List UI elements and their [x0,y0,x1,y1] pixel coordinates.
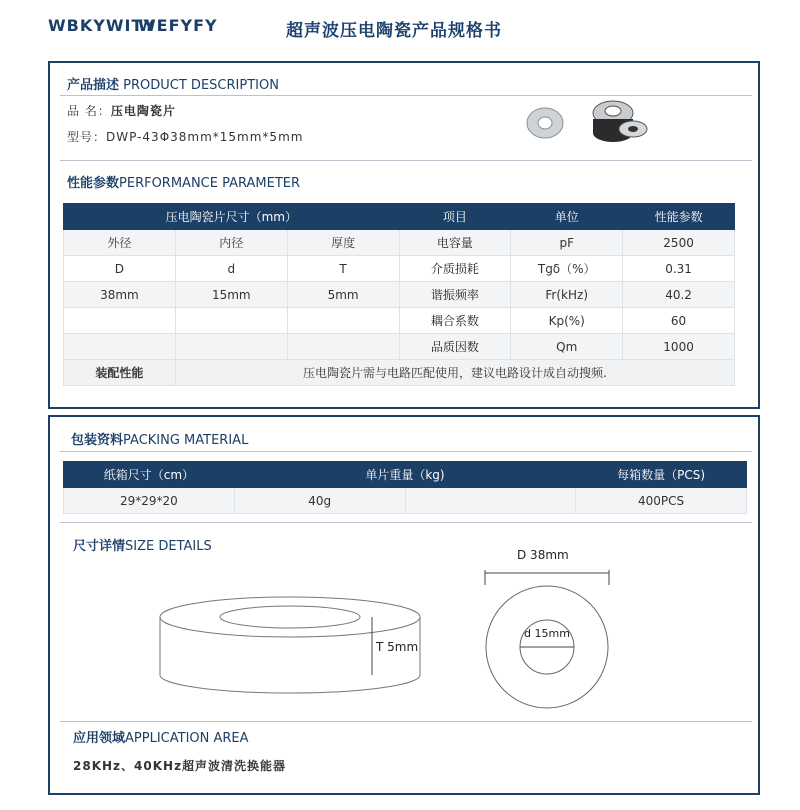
table-cell [175,308,287,334]
table-cell: 0.31 [623,256,735,282]
table-cell: 60 [623,308,735,334]
page-title: 超声波压电陶瓷产品规格书 [286,21,502,41]
product-description-heading: 产品描述 PRODUCT DESCRIPTION [67,78,279,93]
table-cell: 38mm [64,282,176,308]
table-cell: D [64,256,176,282]
table-cell: 1000 [623,334,735,360]
header-unit: 单位 [511,204,623,230]
product-photo-stacked-rings [585,93,655,145]
packing-header-row [64,462,747,488]
product-panel [48,61,760,409]
table-cell: Kp(%) [511,308,623,334]
product-name-line [67,102,176,119]
table-row [64,334,735,360]
table-cell: 谐振频率 [399,282,511,308]
product-model-value: DWP-43Φ38mm*15mm*5mm [106,130,304,144]
product-model-label: 型号： [67,130,107,144]
performance-heading: 性能参数PERFORMANCE PARAMETER [67,176,301,191]
divider [60,160,752,161]
table-cell: d [175,256,287,282]
table-cell: 15mm [175,282,287,308]
packing-panel [48,415,760,795]
performance-table [63,203,735,386]
packing-table [63,461,747,514]
header-qty: 每箱数量（PCS) [576,462,747,488]
box-size-value: 29*29*20 [64,488,235,514]
table-cell: pF [511,230,623,256]
product-name-value: 压电陶瓷片 [110,104,176,118]
table-cell: Tgδ（%） [511,256,623,282]
qty-value: 400PCS [576,488,747,514]
size-details-heading: 尺寸详情SIZE DETAILS [73,539,212,554]
product-photo-single-ring [520,101,570,141]
table-cell [175,334,287,360]
table-row [64,488,747,514]
header-size: 压电陶瓷片尺寸（mm） [64,204,400,230]
table-cell: 2500 [623,230,735,256]
table-cell: 外径 [64,230,176,256]
table-cell [64,334,176,360]
table-cell [64,308,176,334]
thickness-label: T 5mm [376,640,419,654]
table-cell: 品质因数 [399,334,511,360]
table-cell: 耦合系数 [399,308,511,334]
brand-suffix-text: WEFYFY [138,16,218,35]
table-cell [287,334,399,360]
table-row [64,256,735,282]
table-cell: 5mm [287,282,399,308]
table-row [64,308,735,334]
application-heading: 应用领域APPLICATION AREA [73,731,249,746]
divider [60,522,752,523]
assembly-label: 装配性能 [64,360,176,386]
inner-diameter-label: d 15mm [524,627,570,640]
header-weight: 单片重量（kg) [234,462,575,488]
brand-logo-text: WBKYWITY [48,16,156,35]
assembly-row [64,360,735,386]
weight-value: 40g [234,488,405,514]
table-cell: 40.2 [623,282,735,308]
table-cell: Qm [511,334,623,360]
page-header [0,0,800,60]
performance-header-row [64,204,735,230]
table-cell: 介质损耗 [399,256,511,282]
table-cell: 电容量 [399,230,511,256]
packing-heading: 包装资料PACKING MATERIAL [71,433,249,448]
header-box-size: 纸箱尺寸（cm） [64,462,235,488]
header-item: 项目 [399,204,511,230]
table-cell [287,308,399,334]
application-text: 28KHz、40KHz超声波清洗换能器 [73,759,287,773]
table-cell: 内径 [175,230,287,256]
outer-diameter-label: D 38mm [517,548,569,562]
product-model-line [67,128,303,145]
table-cell: 厚度 [287,230,399,256]
assembly-text: 压电陶瓷片需与电路匹配使用，建议电路设计成自动搜频. [175,360,734,386]
product-name-label: 品 名： [67,104,111,118]
divider [60,721,752,722]
table-cell: Fr(kHz) [511,282,623,308]
table-row [64,282,735,308]
table-cell: T [287,256,399,282]
header-param: 性能参数 [623,204,735,230]
table-row [64,230,735,256]
divider [60,451,752,452]
table-cell [405,488,576,514]
